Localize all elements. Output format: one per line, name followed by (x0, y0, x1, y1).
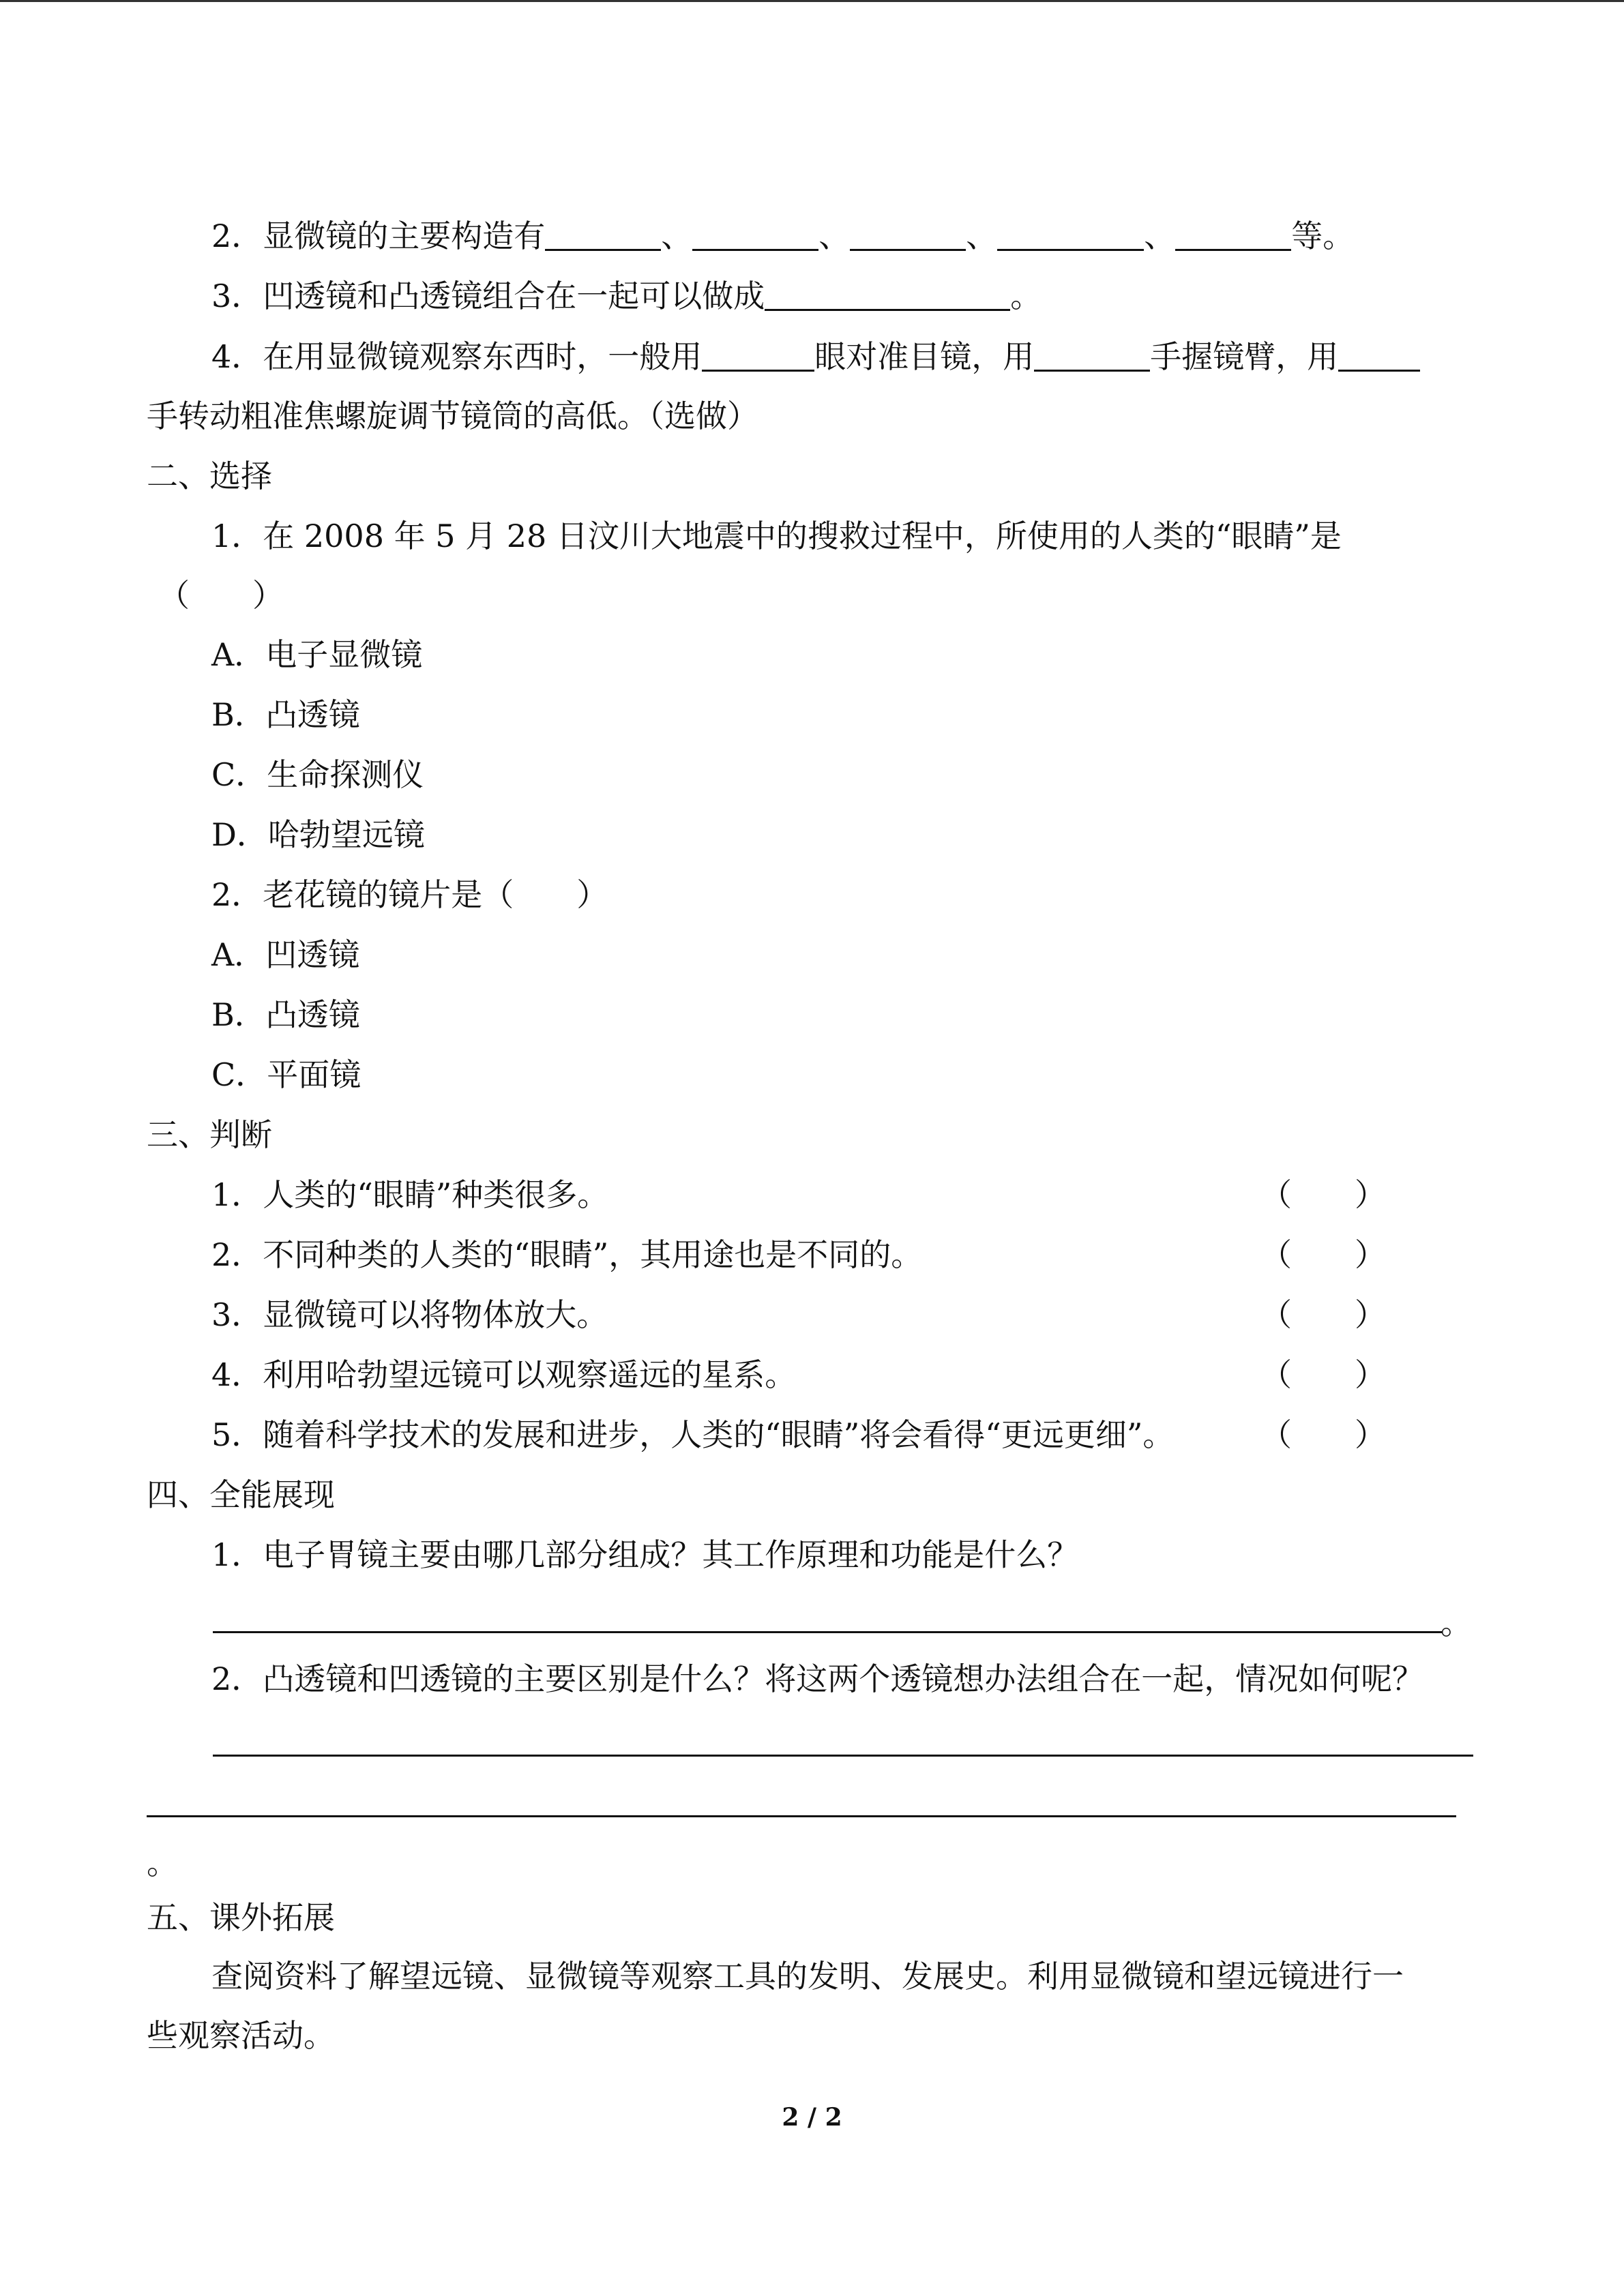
top-border (0, 0, 1624, 2)
ability-q1-end: 。 (1441, 1605, 1472, 1641)
section-heading-choice: 二、选择 (147, 458, 272, 494)
judge-answer-paren-2[interactable]: （ ） (1260, 1236, 1386, 1273)
choice-q1-option-d[interactable]: D．哈勃望远镜 (211, 816, 425, 853)
fill-q2 (211, 215, 1354, 256)
ability-q2-end: 。 (147, 1845, 178, 1881)
judge-item-4: 4．利用哈勃望远镜可以观察遥远的星系。 (211, 1356, 797, 1393)
fill-q4 (211, 336, 1420, 377)
judge-answer-paren-1[interactable]: （ ） (1260, 1176, 1386, 1213)
choice-q1-option-b[interactable]: B．凸透镜 (211, 696, 360, 733)
choice-q1-text: 1．在 2008 年 5 月 28 日汶川大地震中的搜救过程中，所使用的人类的“眼睛”是 (211, 518, 1342, 554)
answer-line[interactable] (213, 1631, 1442, 1633)
answer-line[interactable] (147, 1815, 1456, 1817)
judge-answer-paren-5[interactable]: （ ） (1260, 1416, 1386, 1453)
answer-blank[interactable] (850, 218, 966, 251)
choice-q2-option-b[interactable]: B．凸透镜 (211, 996, 360, 1033)
answer-blank[interactable] (765, 278, 1010, 311)
fill-q3-text: 3．凹透镜和凸透镜组合在一起可以做成 (211, 278, 765, 314)
answer-line[interactable] (213, 1755, 1473, 1757)
separator: 、 (818, 218, 851, 254)
separator: 、 (966, 218, 998, 254)
fill-q4-c: 手握镜臂，用 (1150, 338, 1339, 375)
judge-answer-paren-3[interactable]: （ ） (1260, 1296, 1386, 1333)
answer-blank[interactable] (1175, 218, 1291, 251)
extension-line-1: 查阅资料了解望远镜、显微镜等观察工具的发明、发展史。利用显微镜和望远镜进行一 (211, 1958, 1404, 1995)
section-heading-judge: 三、判断 (147, 1116, 272, 1153)
separator: 、 (661, 218, 693, 254)
extension-line-2: 些观察活动。 (147, 2017, 335, 2054)
answer-blank[interactable] (702, 338, 814, 372)
fill-q3-end: 。 (1010, 278, 1042, 314)
answer-blank[interactable] (1338, 338, 1420, 372)
section-heading-extension: 五、课外拓展 (147, 1899, 335, 1936)
choice-q1-option-c[interactable]: C．生命探测仪 (211, 756, 424, 793)
judge-item-3: 3．显微镜可以将物体放大。 (211, 1296, 608, 1333)
fill-q2-text: 2．显微镜的主要构造有 (211, 218, 546, 254)
choice-q1-option-a[interactable]: A．电子显微镜 (211, 636, 423, 673)
answer-blank[interactable] (997, 218, 1144, 251)
fill-q4-line2: 手转动粗准焦螺旋调节镜筒的高低。（选做） (147, 398, 758, 434)
fill-q4-a: 4．在用显微镜观察东西时，一般用 (211, 338, 703, 375)
answer-blank[interactable] (692, 218, 818, 251)
ability-q1: 1．电子胃镜主要由哪几部分组成？其工作原理和功能是什么？ (211, 1536, 1079, 1573)
judge-item-1: 1．人类的“眼睛”种类很多。 (211, 1176, 609, 1213)
choice-q1-paren: （ ） (158, 577, 284, 614)
choice-q2-option-a[interactable]: A．凹透镜 (211, 936, 360, 973)
judge-answer-paren-4[interactable]: （ ） (1260, 1356, 1386, 1393)
judge-item-2: 2．不同种类的人类的“眼睛”，其用途也是不同的。 (211, 1236, 923, 1273)
ability-q2: 2．凸透镜和凹透镜的主要区别是什么？将这两个透镜想办法组合在一起，情况如何呢？ (211, 1660, 1424, 1697)
choice-q2-text: 2．老花镜的镜片是（ ） (211, 876, 608, 913)
separator: 、 (1144, 218, 1176, 254)
answer-blank[interactable] (1034, 338, 1150, 372)
section-heading-ability: 四、全能展现 (147, 1476, 335, 1513)
fill-q4-b: 眼对准目镜，用 (814, 338, 1035, 375)
fill-q3 (211, 275, 1042, 316)
fill-q2-end: 等。 (1291, 218, 1355, 254)
choice-q2-option-c[interactable]: C．平面镜 (211, 1056, 361, 1093)
answer-blank[interactable] (545, 218, 661, 251)
judge-item-5: 5．随着科学技术的发展和进步，人类的“眼睛”将会看得“更远更细”。 (211, 1416, 1175, 1453)
page-number: 2 / 2 (782, 2103, 842, 2132)
